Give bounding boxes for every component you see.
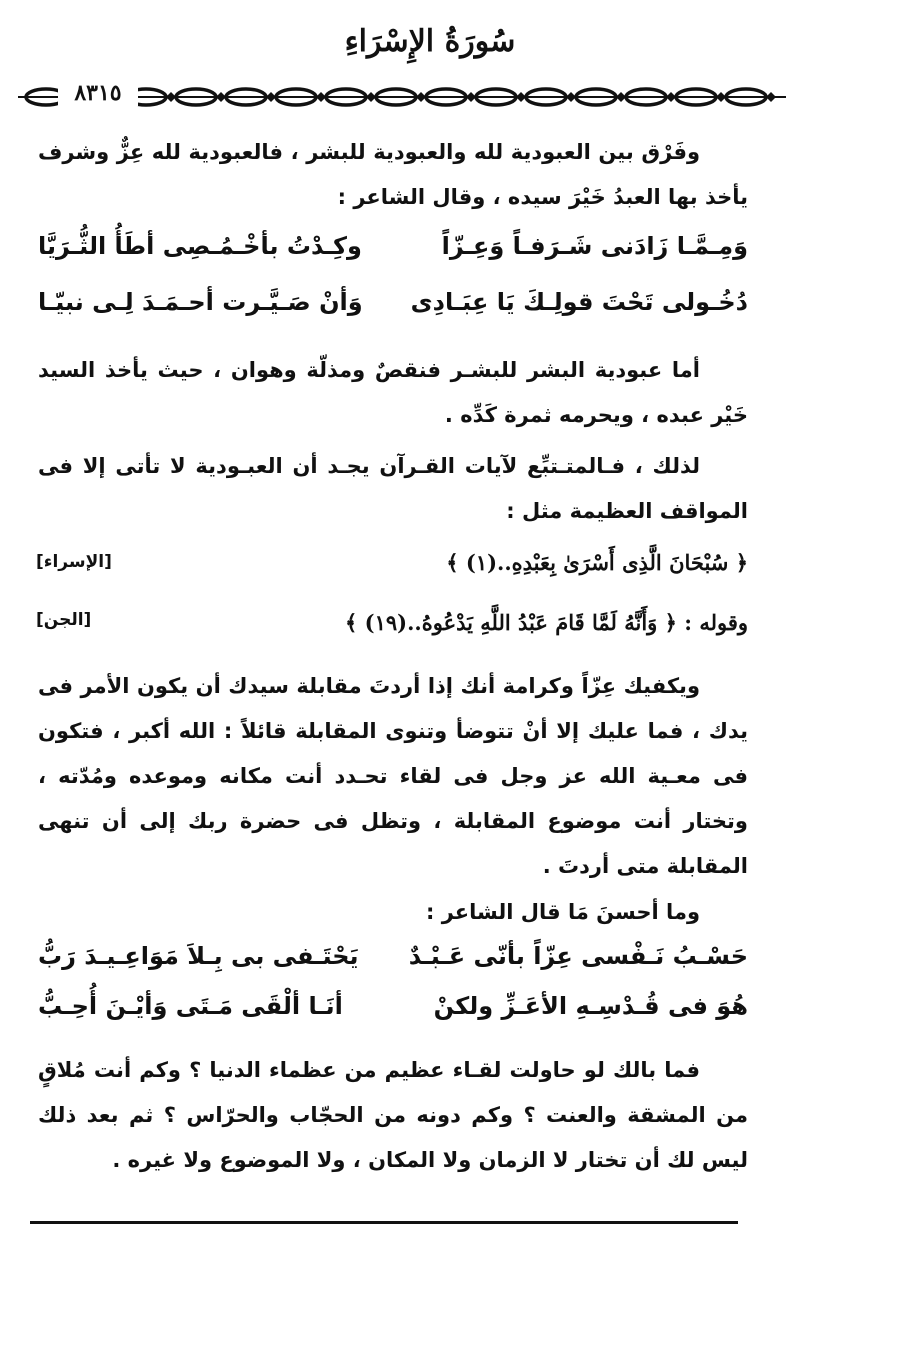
quran-verse [38, 550, 748, 575]
page-number: ٨٣١٥ [58, 80, 138, 106]
poem-line [38, 232, 748, 260]
poem-hemistich: وَأنْ صَـيَّـرت أحـمَـدَ لِـى نبيّـا [38, 288, 363, 316]
poem-hemistich: هُوَ فى قُـدْسِـهِ الأعَـزِّ ولكنْ [433, 992, 748, 1020]
surah-title: سُورَةُ الإِسْرَاءِ [344, 24, 516, 59]
poem-hemistich: يَحْتَـفى بى بِـلاَ مَوَاعِـيـدَ رَبُّ [38, 942, 359, 970]
bottom-rule [30, 1221, 738, 1224]
poem-line [38, 942, 748, 970]
paragraph: أما عبودية البشر للبشـر فنقصٌ ومذلّة وهوان ، حيث يأخذ السيد خَيْر عبده ، ويحرمه ثمرة كَدِّه . [38, 358, 748, 427]
paragraph: ويكفيك عِزّاً وكرامة أنك إذا أردتَ مقابلة سيدك أن يكون الأمر فى يدك ، فما عليك إلا أنْ تتوضأ وتنوى المقابلة قائلاً : الله أكبر ، فتكون فى معـية الله عز وجل فى لقاء تحـدد أنت مكانه وموعده ومُدّته ، وتختار أنت موضوع المقابلة ، وتظل فى حضرة ربك إلى أن تنهى المقابلة متى أردتَ . [38, 674, 748, 878]
poem-hemistich: دُخُـولى تَحْتَ قولِـكَ يَا عِبَـادِى [410, 288, 748, 316]
paragraph: لذلك ، فـالمتـتبِّع لآيات القـرآن يجـد أن العبـودية لا تأتى إلا فى المواقف العظيمة مثل : [38, 454, 748, 523]
paragraph: فما بالك لو حاولت لقـاء عظيم من عظماء الدنيا ؟ وكم أنت مُلاقٍ من المشقة والعنت ؟ وكم دونه من الحجّاب والحرّاس ؟ ثم بعد ذلك ليس لك أن تختار لا الزمان ولا المكان ، ولا الموضوع ولا غيره . [38, 1058, 748, 1172]
poem-hemistich: وَمِـمَّـا زَادَنى شَـرَفـاً وَعِـزّاً [441, 232, 748, 260]
quran-verse-text: ﴿ سُبْحَانَ الَّذِى أَسْرَىٰ بِعَبْدِهِ..(١) ﴾ [446, 550, 748, 575]
poem-hemistich: أنَـا ألْقَى مَـتَى وَأيْـنَ أُحِـبُّ [38, 992, 343, 1020]
surah-reference: [الإسراء] [36, 552, 112, 572]
quran-verse [38, 610, 748, 635]
paragraph: وما أحسنَ مَا قال الشاعر : [426, 900, 700, 924]
poem-hemistich: حَسْـبُ نَـفْسى عِزّاً بأنّى عَـبْـدٌ [408, 942, 748, 970]
chain-diamond [766, 92, 776, 102]
paragraph: وفَرْق بين العبودية لله والعبودية للبشر ، فالعبودية لله عِزٌّ وشرف يأخذ بها العبدُ خَيْرَ سيده ، وقال الشاعر : [38, 140, 748, 209]
poem-hemistich: وكِـدْتُ بأخْـمُـصِى أطَأُ الثُّـرَيَّا [38, 232, 362, 260]
quran-verse-text: ﴿ وَأَنَّهُ لَمَّا قَامَ عَبْدُ اللَّهِ يَدْعُوهُ..(١٩) ﴾ [345, 610, 677, 635]
poem-line [38, 288, 748, 316]
quran-verse-prefix: وقوله : [684, 610, 748, 635]
surah-reference: [الجن] [36, 610, 92, 630]
poem-line [38, 992, 748, 1020]
